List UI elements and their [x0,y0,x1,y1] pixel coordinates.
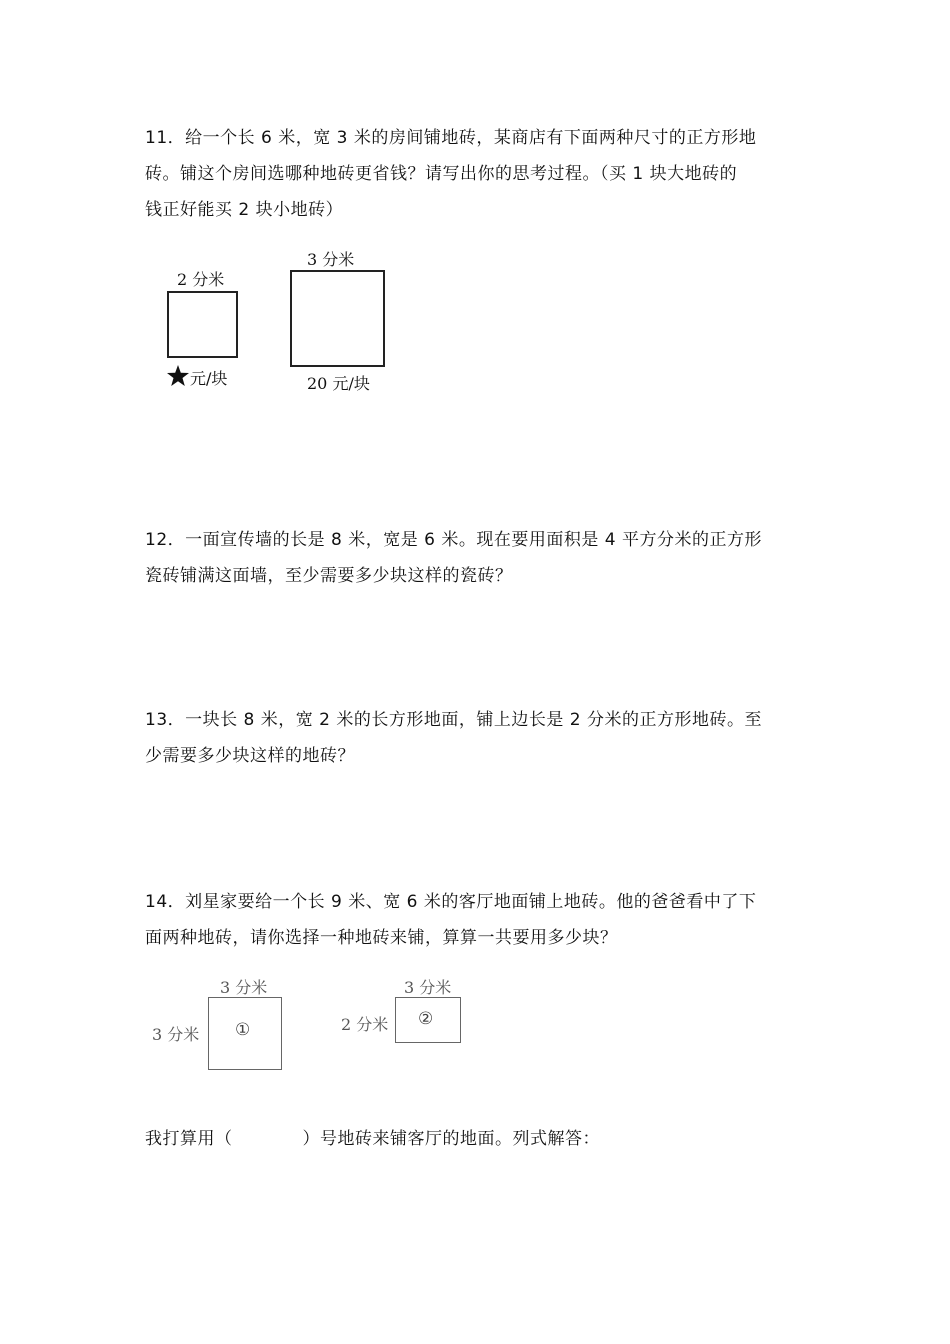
large-tile [290,270,385,367]
question-14-figure [145,970,475,1080]
tile-1-top-label: 3 分米 [220,978,268,997]
tile-2 [395,997,461,1043]
question-12 [145,522,805,594]
tile-1-side-label: 3 分米 [152,1025,200,1044]
question-14-line-2: 面两种地砖，请你选择一种地砖来铺，算算一共要用多少块？ [145,928,618,948]
small-tile-size-label: 2 分米 [177,270,225,289]
tile-2-side-label: 2 分米 [341,1015,389,1034]
small-tile [167,291,238,358]
large-tile-price-label: 20 元/块 [307,374,370,393]
question-13-line-2: 少需要多少块这样的地砖？ [145,746,355,766]
question-11-line-2: 砖。铺这个房间选哪种地砖更省钱？请写出你的思考过程。（买 1 块大地砖的 [145,164,738,184]
small-tile-price-label: 元/块 [190,369,228,388]
tile-2-top-label: 3 分米 [404,978,452,997]
question-11-line-3: 钱正好能买 2 块小地砖） [145,200,344,220]
star-icon [166,364,190,388]
question-14 [145,884,805,956]
answer-prefix: 我打算用（ [145,1129,233,1149]
large-tile-size-label: 3 分米 [307,250,355,269]
answer-suffix: ）号地砖来铺客厅的地面。列式解答： [302,1129,600,1149]
question-11 [145,120,805,228]
question-13 [145,702,805,774]
question-14-answer-line [145,1124,600,1149]
question-12-line-2: 瓷砖铺满这面墙，至少需要多少块这样的瓷砖？ [145,566,513,586]
question-11-line-1: 11．给一个长 6 米，宽 3 米的房间铺地砖，某商店有下面两种尺寸的正方形地 [145,128,757,148]
question-13-line-1: 13．一块长 8 米，宽 2 米的长方形地面，铺上边长是 2 分米的正方形地砖。至 [145,710,763,730]
question-12-line-1: 12．一面宣传墙的长是 8 米，宽是 6 米。现在要用面积是 4 平方分米的正方形 [145,530,763,550]
question-14-line-1: 14．刘星家要给一个长 9 米、宽 6 米的客厅地面铺上地砖。他的爸爸看中了下 [145,892,757,912]
tile-2-mark: ② [418,1009,434,1029]
tile-1 [208,997,282,1070]
question-11-figure [160,245,400,395]
tile-1-mark: ① [235,1020,251,1040]
